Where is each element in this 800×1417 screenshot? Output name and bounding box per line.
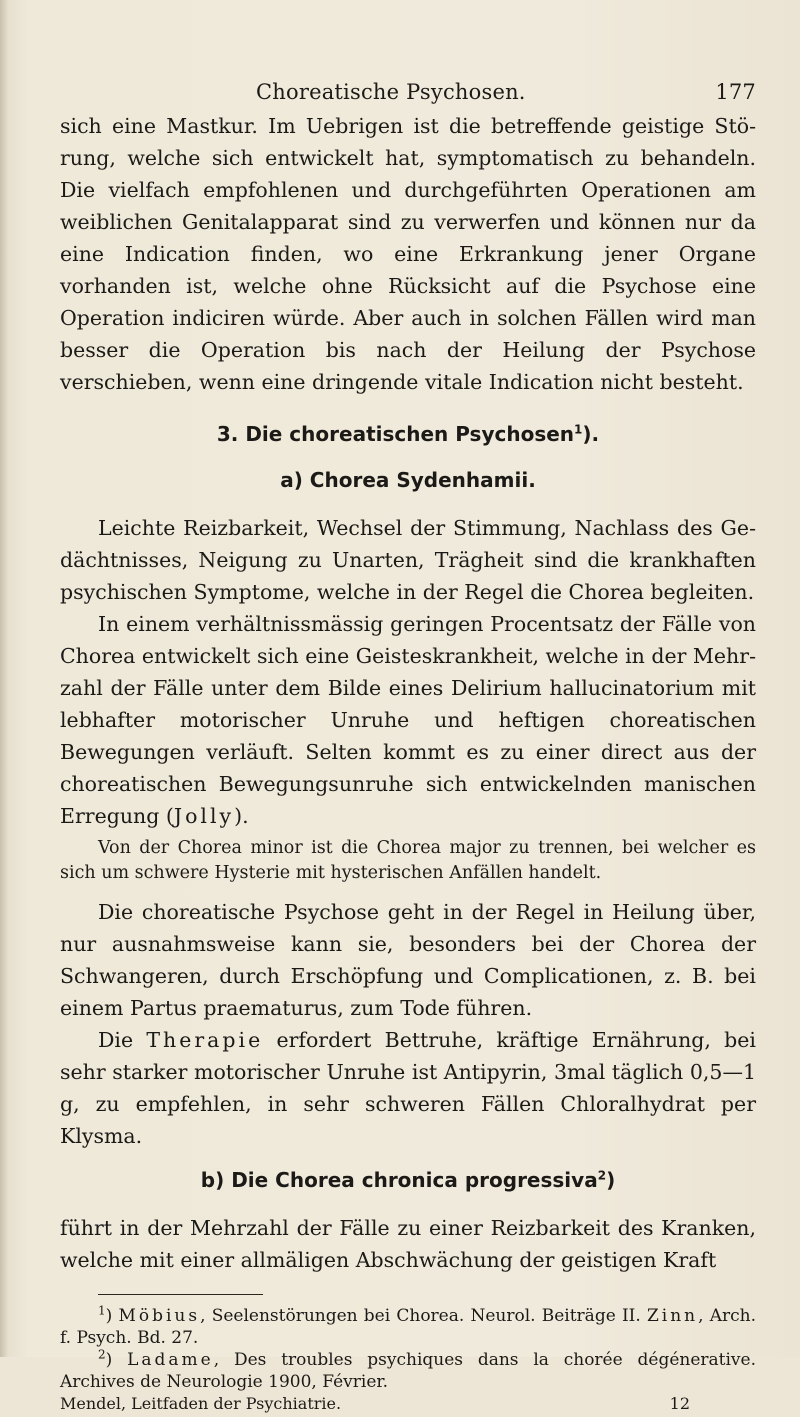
- signature-line: [60, 1393, 756, 1417]
- paragraph-2: Leichte Reizbarkeit, Wechsel der Stimmung, Nachlass des Gedächtnisses, Neigung zu Unarten, Trägheit sind die krankhaften psychischen Symptome, welche in der Regel die Chorea begleiten.: [60, 516, 756, 604]
- running-head: [60, 70, 756, 110]
- footnote-ref-2: 2: [597, 1168, 607, 1183]
- subheading-b: [60, 1166, 756, 1194]
- footnote-2-mark: 2: [98, 1347, 106, 1362]
- binding-shadow: [0, 0, 8, 1357]
- term-therapie: Therapie: [146, 1028, 264, 1052]
- paragraph-5: [60, 1024, 756, 1152]
- signature-number: 12: [669, 1394, 690, 1413]
- section-heading-end: ).: [582, 422, 600, 446]
- footnote-ref-1: 1: [574, 422, 583, 437]
- footnote-1-text: , Seelenstörungen bei Chorea. Neurol. Beiträge II.: [200, 1306, 647, 1326]
- page-number: 177: [715, 80, 756, 104]
- footnote-1-author: Möbius: [118, 1306, 201, 1326]
- paragraph-6: führt in der Mehrzahl der Fälle zu einer Reizbarkeit des Kranken, welche mit einer allmäligen Abschwächung der geistigen Kraft: [60, 1216, 756, 1272]
- footnote-2: $^2$) Ladame, Des troubles psychiques dans la chorée dégénerative. Archives de Neurologie 1900, Février.: [60, 1347, 756, 1392]
- footnote-1-text-2: , Arch. f. Psych. Bd. 27.: [60, 1306, 756, 1348]
- footnote-1-author-2: Zinn: [646, 1306, 699, 1326]
- paragraph-5-start: Die: [98, 1028, 147, 1052]
- paragraph-1: sich eine Mastkur. Im Uebrigen ist die betreffende geistige Störung, welche sich entwickelt hat, symptomatisch zu behandeln. Die vielfach empfohlenen und durchgeführten Operationen am weiblichen Genitalapparat sind zu verwerfen und können nur da eine Indication finden, wo eine Erkrankung jener Organe vorhanden ist, welche ohne Rücksicht auf die Psychose eine Operation indiciren würde. Aber auch in solchen Fällen wird man besser die Operation bis nach der Heilung der Psychose verschieben, wenn eine dringende vitale Indication nicht besteht.: [60, 114, 756, 394]
- footnote-1-mark: 1: [98, 1303, 106, 1318]
- paragraph-3: [60, 608, 756, 832]
- paragraph-3-start: In einem verhältnissmässig geringen Procentsatz der Fälle von Chorea entwickelt sich eine Geisteskrankheit, welche in der Mehrzahl der Fälle unter dem Bilde eines Delirium hallucinatorium mit lebhafter motorischer Unruhe und heftigen choreatischen Bewegungen verläuft. Selten kommt es zu einer direct aus der choreatischen Bewegungsunruhe sich entwickelnden manischen Erregung (: [60, 612, 756, 828]
- footnote-1: $^1$) Möbius, Seelenstörungen bei Chorea. Neurol. Beiträge II. Zinn, Arch. f. Psych. Bd. 27.: [60, 1303, 756, 1348]
- signature-text: Mendel, Leitfaden der Psychiatrie.: [60, 1394, 342, 1413]
- footnote-2-text: , Des troubles psychiques dans la chorée dégénerative. Archives de Neurologie 1900, Février.: [60, 1350, 756, 1392]
- paragraph-4: Die choreatische Psychose geht in der Regel in Heilung über, nur ausnahmsweise kann sie, besonders bei der Chorea der Schwangeren, durch Erschöpfung und Complicationen, z. B. bei einem Partus praematurus, zum Tode führen.: [60, 900, 756, 1020]
- section-heading: [60, 420, 756, 448]
- small-print-note: Von der Chorea minor ist die Chorea major zu trennen, bei welcher es sich um schwere Hysterie mit hysterischen Anfällen handelt.: [60, 838, 756, 883]
- section-heading-text: 3. Die choreatischen Psychosen: [216, 422, 575, 446]
- subheading-b-end: ): [606, 1168, 616, 1192]
- footnote-divider: [98, 1294, 263, 1295]
- paragraph-3-end: ).: [234, 804, 249, 828]
- footnote-2-author: Ladame: [127, 1350, 214, 1370]
- subheading-a: a) Chorea Sydenhamii.: [280, 468, 536, 492]
- author-name-jolly: Jolly: [173, 804, 235, 828]
- subheading-b-text: b) Die Chorea chronica progressiva: [200, 1168, 598, 1192]
- paragraph-5-end: erfordert Bettruhe, kräftige Ernährung, bei sehr starker motorischer Unruhe ist Antipyrin, 3mal täglich 0,5—1 g, zu empfehlen, in sehr schweren Fällen Chloralhydrat per Klysma.: [60, 1028, 756, 1148]
- running-head-title: Choreatische Psychosen.: [256, 80, 526, 104]
